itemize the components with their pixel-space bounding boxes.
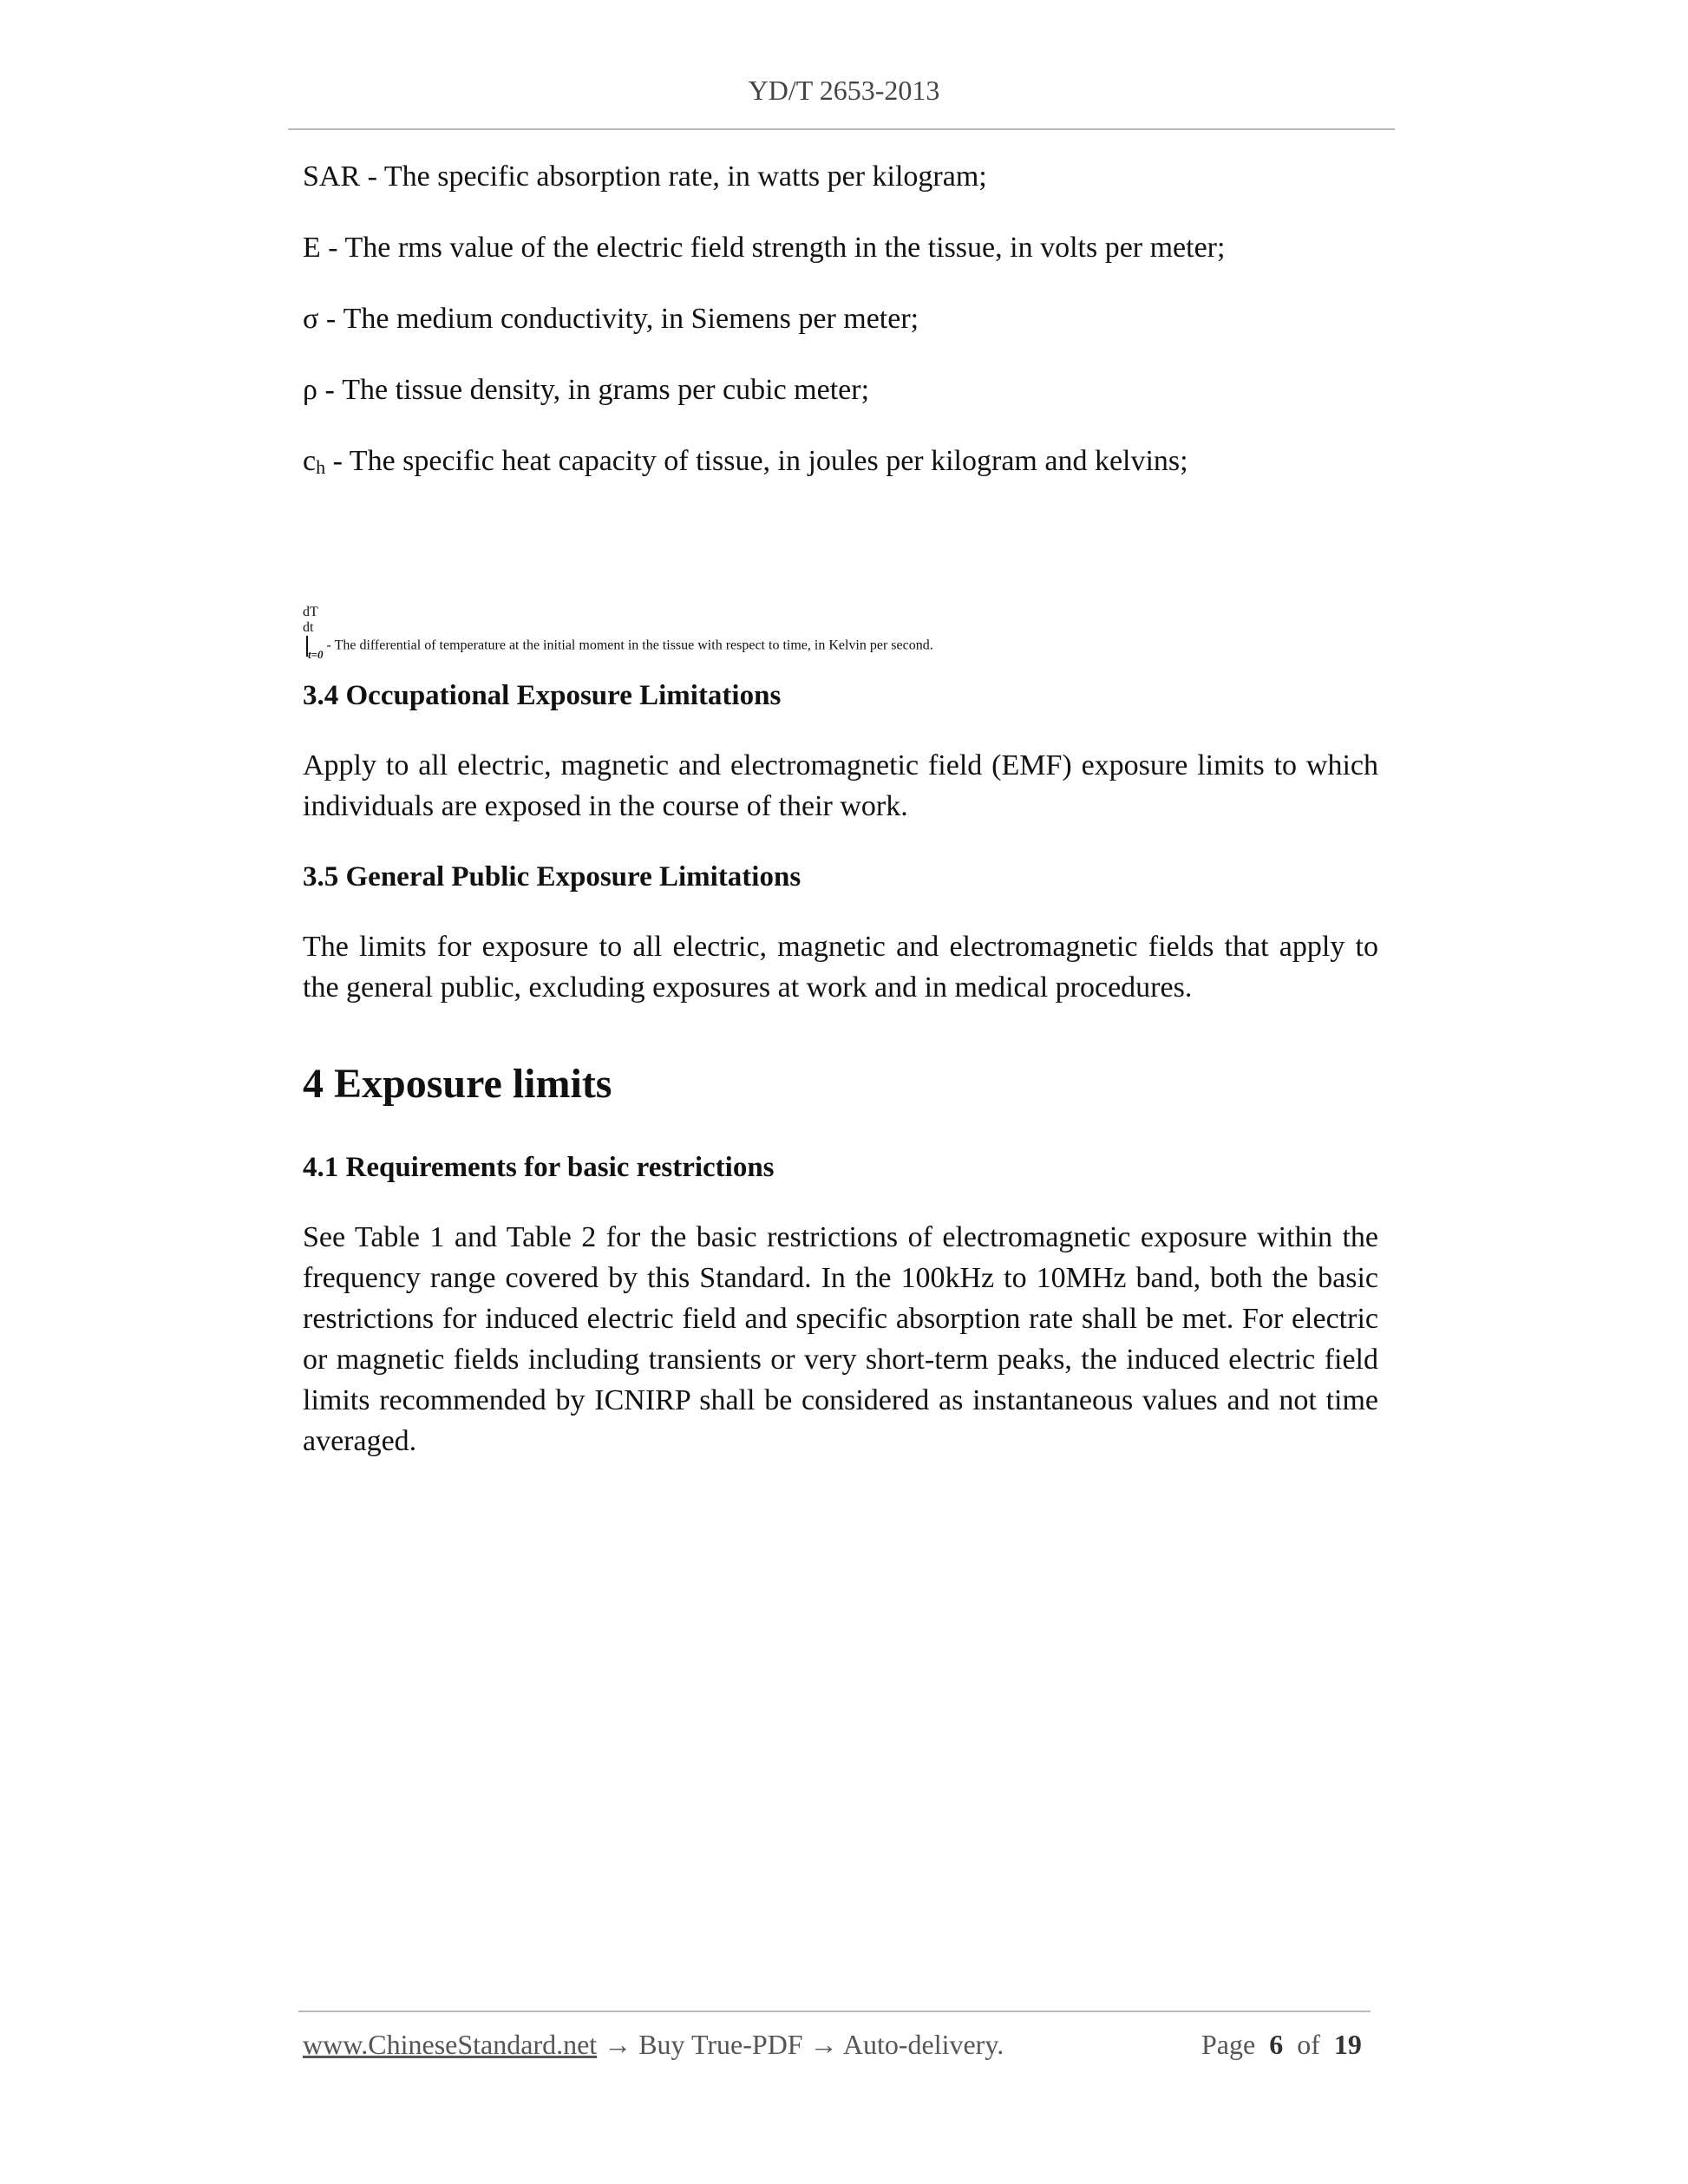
header-divider [288, 128, 1395, 130]
derivative-denominator: dt [303, 620, 314, 635]
section-3-4-heading: 3.4 Occupational Exposure Limitations [303, 679, 782, 711]
arrow-right-icon: → [597, 2029, 639, 2060]
definition-sar: SAR - The specific absorption rate, in watts per kilogram; [303, 160, 987, 193]
page-label: Page [1201, 2029, 1256, 2060]
page-indicator [1201, 2029, 1362, 2061]
ch-symbol: c [303, 445, 317, 477]
website-link[interactable]: www.ChineseStandard.net [303, 2029, 598, 2060]
section-4-1-body: See Table 1 and Table 2 for the basic restrictions of electromagnetic exposure within the frequency range covered by this Standard. In the 100kHz to 10MHz band, both the basic restrictions for induced electric field and specific absorption rate shall be met. For electric or magnetic fields including transients or very short-term peaks, the induced electric field limits recommended by ICNIRP shall be considered as instantaneous values and not time averaged. [303, 1220, 1378, 1457]
page-total: 19 [1333, 2029, 1362, 2060]
section-4-1-heading: 4.1 Requirements for basic restrictions [303, 1151, 775, 1183]
section-4-heading: 4 Exposure limits [303, 1060, 612, 1107]
footer-divider [298, 2011, 1371, 2012]
ch-subscript: h [316, 456, 326, 478]
of-label: of [1297, 2029, 1320, 2060]
footer-promo [303, 2029, 1004, 2061]
buy-pdf-text: Buy True-PDF [638, 2029, 803, 2060]
definition-rho: ρ - The tissue density, in grams per cubic meter; [303, 374, 870, 406]
page-number: 6 [1269, 2029, 1284, 2060]
auto-delivery-text: Auto-delivery. [842, 2029, 1004, 2060]
arrow-right-icon: → [802, 2029, 843, 2060]
definition-e: E - The rms value of the electric field strength in the tissue, in volts per meter; [303, 232, 1226, 264]
evaluation-point: t=0 [308, 647, 324, 661]
definition-dtdt [303, 522, 1378, 579]
section-3-4-body: Apply to all electric, magnetic and electromagnetic field (EMF) exposure limits to which individuals are exposed in the course of their work. [303, 749, 1378, 822]
page-content [303, 156, 1378, 1461]
ch-text: - The specific heat capacity of tissue, in joules per kilogram and kelvins; [325, 445, 1188, 477]
definition-sigma: σ - The medium conductivity, in Siemens per meter; [303, 303, 919, 335]
section-3-5-heading: 3.5 General Public Exposure Limitations [303, 860, 801, 893]
dtdt-text: - The differential of temperature at the initial moment in the tissue with respect to time, in Kelvin per second. [323, 638, 933, 653]
section-3-5-body: The limits for exposure to all electric, magnetic and electromagnetic fields that apply to the general public, excluding exposures at work and in medical procedures. [303, 930, 1378, 1004]
derivative-numerator: dT [303, 605, 318, 619]
definition-ch [303, 441, 1378, 487]
document-code-header: YD/T 2653-2013 [748, 75, 940, 106]
